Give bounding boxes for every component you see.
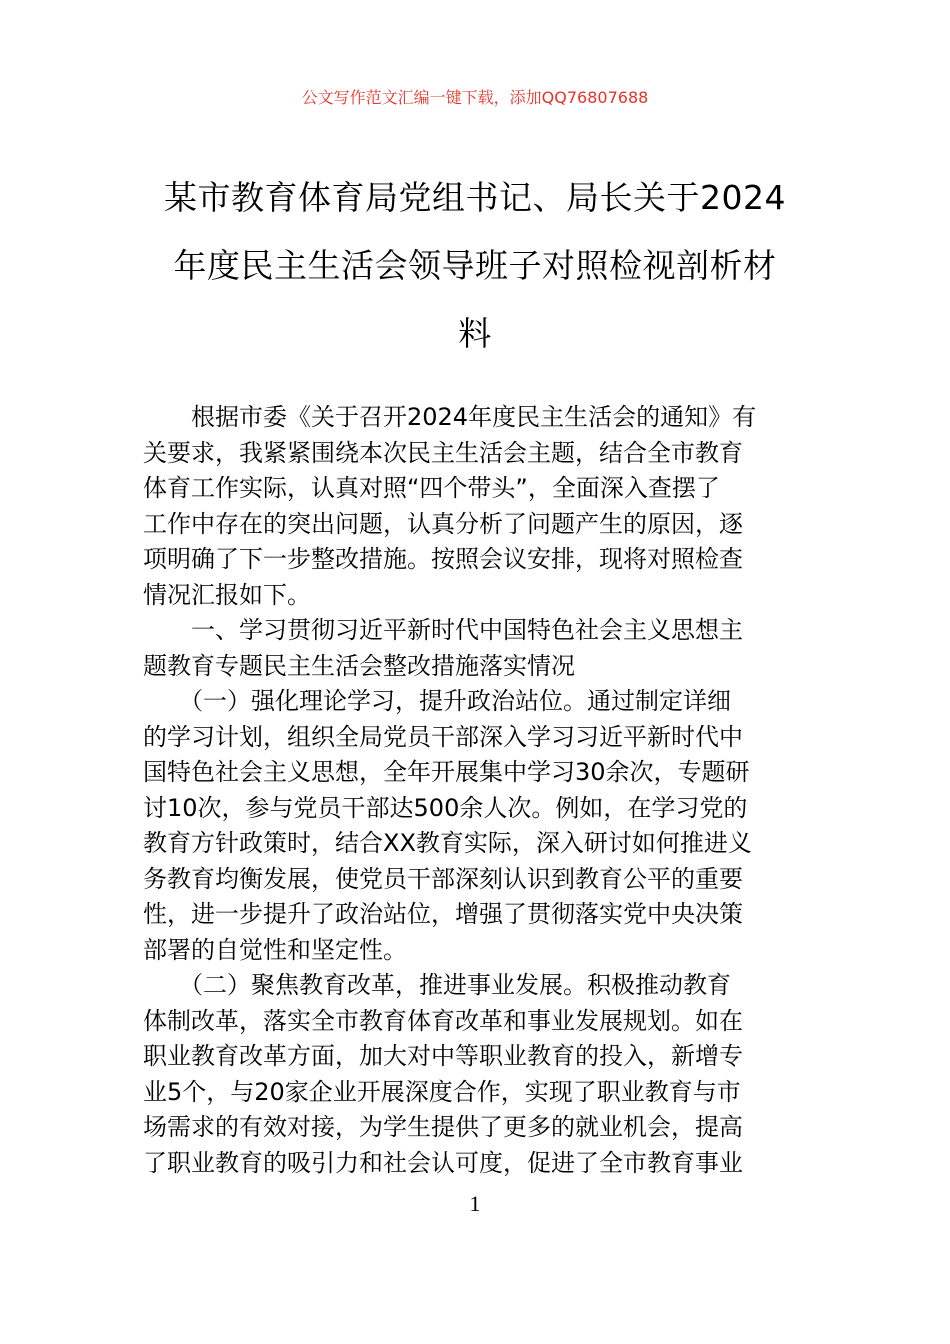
title-line: 某市教育体育局党组书记、局长关于2024 — [164, 178, 786, 217]
text-line: 项明确了下一步整改措施。按照会议安排，现将对照检查 — [143, 545, 743, 573]
text-line: 根据市委《关于召开2024年度民主生活会的通知》有 — [143, 403, 757, 431]
download-notice: 公文写作范文汇编一键下载，添加QQ76807688 — [301, 88, 649, 107]
text-line: 体育工作实际，认真对照“四个带头”，全面深入查摆了 — [143, 474, 720, 502]
text-line: 题教育专题民主生活会整改措施落实情况 — [143, 651, 575, 680]
text-line: 场需求的有效对接，为学生提供了更多的就业机会，提高 — [143, 1113, 743, 1141]
intro-paragraph — [143, 400, 811, 613]
section-heading — [143, 613, 811, 684]
document-body — [143, 400, 811, 1181]
page-number: 1 — [469, 1191, 481, 1216]
text-line: 部署的自觉性和坚定性。 — [143, 935, 407, 964]
title-line: 料 — [458, 314, 492, 353]
text-line: 职业教育改革方面，加大对中等职业教育的投入，新增专 — [143, 1042, 743, 1070]
text-line: （二）聚焦教育改革，推进事业发展。积极推动教育 — [143, 971, 731, 999]
text-line: 情况汇报如下。 — [143, 580, 311, 609]
text-line: 的学习计划，组织全局党员干部深入学习习近平新时代中 — [143, 722, 743, 751]
text-line: 务教育均衡发展，使党员干部深刻认识到教育公平的重要 — [143, 864, 743, 893]
text-line: 性，进一步提升了政治站位，增强了贯彻落实党中央决策 — [143, 900, 743, 928]
text-line: 体制改革，落实全市教育体育改革和事业发展规划。如在 — [143, 1006, 743, 1035]
text-line: 关要求，我紧紧围绕本次民主生活会主题，结合全市教育 — [143, 438, 743, 467]
title-line: 年度民主生活会领导班子对照检视剖析材 — [173, 246, 777, 285]
text-line: 国特色社会主义思想，全年开展集中学习30余次，专题研 — [143, 758, 750, 786]
text-line: 了职业教育的吸引力和社会认可度，促进了全市教育事业 — [143, 1148, 743, 1177]
text-line: 讨10次，参与党员干部达500余人次。例如，在学习党的 — [143, 793, 748, 822]
text-line: 一、学习贯彻习近平新时代中国特色社会主义思想主 — [143, 616, 743, 644]
text-line: （一）强化理论学习，提升政治站位。通过制定详细 — [143, 687, 731, 715]
subsection-paragraph — [143, 968, 811, 1181]
text-line: 业5个，与20家企业开展深度合作，实现了职业教育与市 — [143, 1077, 741, 1106]
text-line: 教育方针政策时，结合XX教育实际，深入研讨如何推进义 — [143, 829, 752, 857]
document-title — [140, 164, 810, 368]
subsection-paragraph — [143, 684, 811, 968]
text-line: 工作中存在的突出问题，认真分析了问题产生的原因，逐 — [143, 509, 743, 538]
